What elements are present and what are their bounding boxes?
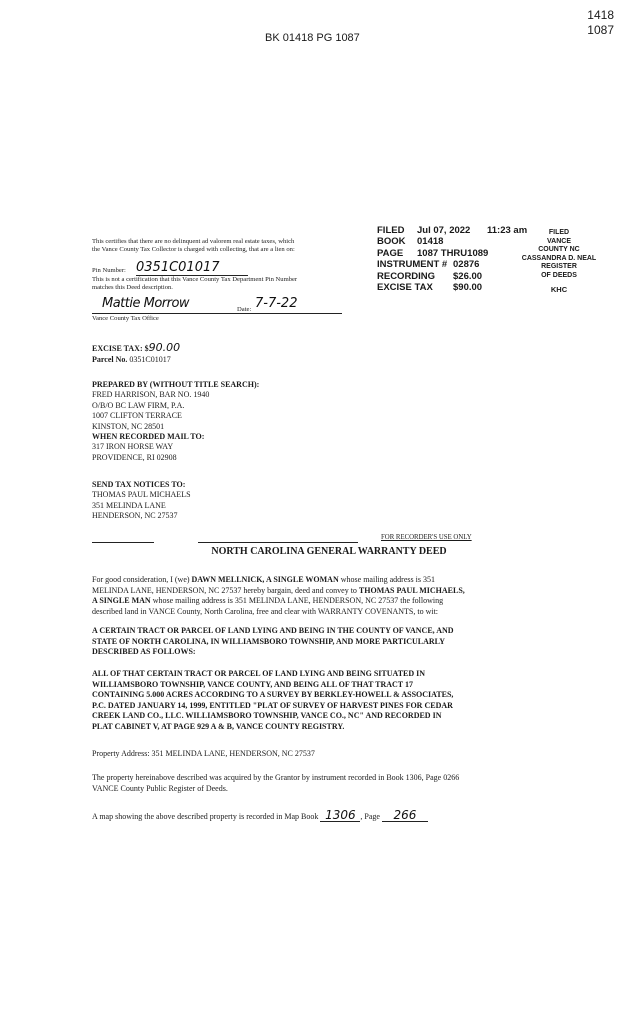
filing-value: 01418 (417, 236, 444, 248)
register-line: COUNTY NC (538, 246, 580, 254)
consideration-text: whose mailing address is 351 MELINDA LANE, HENDERSON, NC 27537 the following (150, 596, 444, 606)
prepared-by-heading: PREPARED BY (WITHOUT TITLE SEARCH): (92, 380, 260, 389)
consideration-text: For good consideration, I (we) (92, 575, 192, 584)
tract-desc-line: P.C. DATED JANUARY 14, 1999, ENTITLED "PLAT OF SURVEY OF HARVEST PINES FOR CEDAR (92, 700, 453, 710)
consideration-paragraph (92, 575, 465, 617)
tax-notices (92, 480, 191, 522)
date-label: Date: (237, 306, 252, 313)
register-line: FILED (548, 229, 570, 236)
filing-row (377, 248, 527, 259)
excise-label: EXCISE TAX: $ (92, 344, 149, 353)
filing-label: PAGE (377, 247, 404, 259)
tract-desc-line: CONTAINING 5.000 ACRES ACCORDING TO A SURVEY BY BERKLEY-HOWELL & ASSOCIATES, (92, 690, 454, 700)
register-stamp (514, 229, 604, 294)
book-page-header: BK 01418 PG 1087 (265, 32, 360, 44)
map-prefix: A map showing the above described property is recorded in Map Book (92, 812, 319, 821)
excise-value: 90.00 (148, 341, 181, 354)
filing-time: 11:23 am (487, 225, 528, 236)
acquired-line: VANCE County Public Register of Deeds. (92, 783, 228, 793)
signature-line (92, 313, 342, 314)
prepared-by-line: FRED HARRISON, BAR NO. 1940 (92, 390, 210, 400)
register-line: VANCE (547, 237, 571, 245)
filing-block (377, 225, 527, 293)
prepared-by-line: 1007 CLIFTON TERRACE (92, 411, 182, 421)
register-line: OF DEEDS (541, 271, 577, 279)
parcel-block (92, 355, 171, 366)
filing-value: 1087 THRU1089 (417, 247, 489, 259)
consideration-line (92, 575, 465, 586)
prepared-by-line: O/B/O BC LAW FIRM, P.A. (92, 400, 185, 410)
filing-label: RECORDING (377, 270, 436, 282)
mail-to-line: PROVIDENCE, RI 02908 (92, 452, 177, 462)
tract-description (92, 669, 453, 733)
tract-intro-line: A CERTAIN TRACT OR PARCEL OF LAND LYING AND BEING IN THE COUNTY OF VANCE, AND (92, 626, 454, 635)
cert-text: the Vance County Tax Collector is charged with collecting, that are a lien on: (92, 246, 295, 254)
filing-row (377, 271, 527, 282)
register-initials: KHC (550, 284, 568, 294)
register-line: CASSANDRA D. NEAL (521, 254, 597, 262)
tract-desc-line: CREEK LAND CO., LLC. WILLIAMSBORO TOWNSHIP, VANCE CO., NC" AND RECORDED IN (92, 711, 442, 721)
tract-intro (92, 626, 454, 658)
consideration-text: MELINDA LANE, HENDERSON, NC 27537 hereby bargain, deed and convey to (92, 585, 359, 595)
acquired-line: The property hereinabove described was acquired by the Grantor by instrument recorded in Book 1306, Page 0266 (92, 773, 460, 782)
tax-office-signature: Mattie Morrow (102, 296, 190, 311)
tax-notices-heading: SEND TAX NOTICES TO: (92, 480, 186, 489)
consideration-line (92, 596, 465, 607)
tax-notices-line: THOMAS PAUL MICHAELS (92, 490, 191, 500)
tract-desc-line: ALL OF THAT CERTAIN TRACT OR PARCEL OF LAND LYING AND BEING SITUATED IN (92, 669, 426, 678)
prepared-by-line: KINSTON, NC 28501 (92, 421, 165, 431)
filing-row (377, 236, 527, 247)
filing-label: EXCISE TAX (377, 282, 433, 294)
tax-certification (92, 238, 295, 255)
filing-value: Jul 07, 2022 (417, 225, 471, 236)
prepared-by (92, 380, 259, 463)
party-name: DAWN MELLNICK, A SINGLE WOMAN (191, 575, 339, 584)
tract-desc-line: WILLIAMSBORO TOWNSHIP, VANCE COUNTY, AND BEING ALL OF THAT TRACT 17 (92, 679, 413, 689)
page-stamp (578, 8, 614, 38)
recorder-rule (198, 542, 358, 543)
cert-note-line: This is not a certification that this Vance County Tax Department Pin Number (92, 276, 298, 283)
consideration-line (92, 607, 465, 618)
property-address: Property Address: 351 MELINDA LANE, HENDERSON, NC 27537 (92, 749, 315, 758)
deed-title: NORTH CAROLINA GENERAL WARRANTY DEED (211, 546, 447, 557)
filing-value: 02876 (453, 259, 480, 271)
date-value: 7-7-22 (255, 296, 298, 311)
filing-row (377, 282, 527, 293)
filing-row (377, 259, 527, 270)
map-page-value: 266 (382, 810, 428, 822)
tax-notices-line: HENDERSON, NC 27537 (92, 511, 178, 521)
filing-label: FILED (377, 225, 405, 236)
tract-intro-line: STATE OF NORTH CAROLINA, IN WILLIAMSBORO TOWNSHIP, AND MORE PARTICULARLY (92, 636, 446, 646)
page-stamp-book: 1418 (587, 8, 614, 22)
register-line: REGISTER (541, 263, 577, 271)
map-reference (92, 810, 428, 823)
consideration-line (92, 586, 465, 597)
tax-office-label: Vance County Tax Office (92, 315, 159, 322)
filing-row (377, 225, 527, 236)
cert-note-line: matches this Deed description. (92, 284, 173, 292)
map-book-value: 1306 (320, 810, 360, 822)
page-stamp-page: 1087 (587, 23, 614, 37)
recorder-use-label: FOR RECORDER'S USE ONLY (381, 534, 472, 541)
filing-label: BOOK (377, 236, 406, 248)
consideration-text: whose mailing address is 351 (338, 575, 435, 584)
tract-intro-line: DESCRIBED AS FOLLOWS: (92, 647, 196, 657)
party-name: THOMAS PAUL MICHAELS, (358, 585, 465, 595)
cert-text: This certifies that there are no delinquent ad valorem real estate taxes, which (92, 238, 295, 245)
mail-to-heading: WHEN RECORDED MAIL TO: (92, 432, 205, 442)
pin-number-label: Pin Number: (92, 267, 126, 274)
party-name: A SINGLE MAN (92, 596, 151, 606)
parcel-label: Parcel No. (92, 355, 128, 364)
filing-value: $26.00 (453, 270, 483, 282)
acquired-paragraph (92, 773, 459, 794)
tract-desc-line: PLAT CABINET V, AT PAGE 929 A & B, VANCE COUNTY REGISTRY. (92, 721, 345, 731)
recorder-rule (92, 542, 154, 543)
consideration-text: described land in VANCE County, North Carolina, free and clear with WARRANTY COVENANTS, to wit: (92, 606, 439, 616)
cert-note (92, 276, 297, 293)
mail-to-line: 317 IRON HORSE WAY (92, 442, 174, 452)
excise-block (92, 343, 180, 355)
parcel-value: 0351C01017 (129, 355, 171, 364)
pin-number-value: 0351C01017 (136, 260, 248, 276)
filing-value: $90.00 (453, 282, 483, 294)
filing-label: INSTRUMENT # (377, 259, 448, 271)
map-page-label: , Page (360, 812, 380, 821)
tax-notices-line: 351 MELINDA LANE (92, 500, 166, 510)
